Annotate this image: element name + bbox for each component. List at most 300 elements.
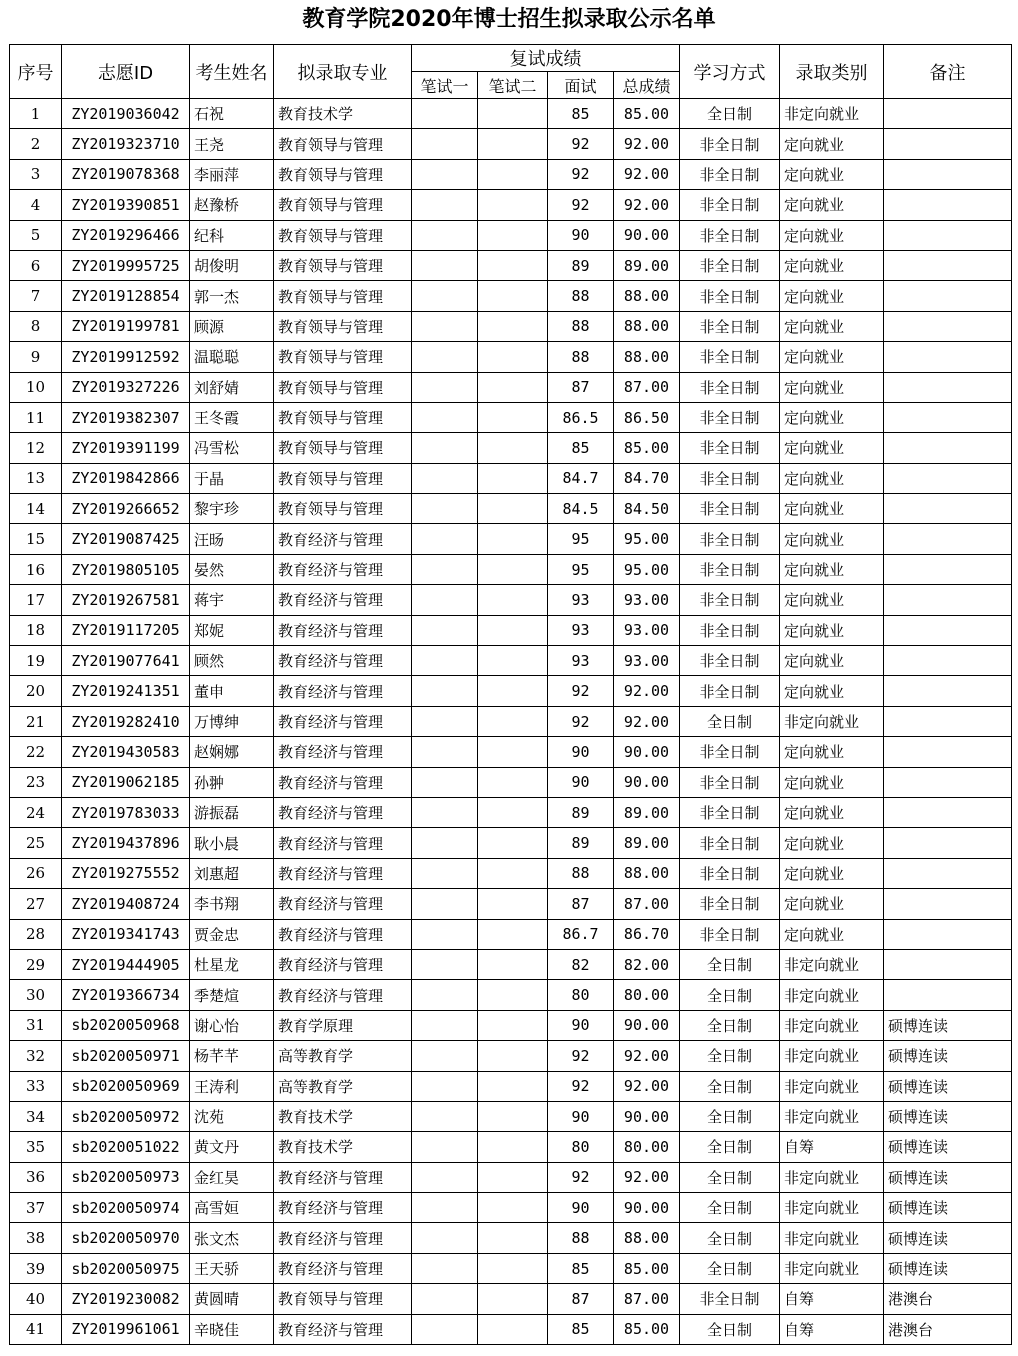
cell-seq: 24 (10, 797, 62, 827)
cell-name: 于晶 (190, 463, 274, 493)
cell-major: 教育领导与管理 (274, 129, 412, 159)
table-row (10, 1010, 1012, 1040)
cell-category: 非定向就业 (780, 1041, 884, 1071)
cell-seq: 34 (10, 1101, 62, 1131)
table-row (10, 1223, 1012, 1253)
table-row (10, 1162, 1012, 1192)
cell-written2 (478, 828, 548, 858)
cell-written2 (478, 524, 548, 554)
cell-id: ZY2019117205 (62, 615, 190, 645)
cell-name: 黄文丹 (190, 1132, 274, 1162)
cell-written1 (412, 737, 478, 767)
cell-mode: 全日制 (680, 1101, 780, 1131)
cell-category: 非定向就业 (780, 1101, 884, 1131)
cell-total: 87.00 (614, 372, 680, 402)
cell-category: 定向就业 (780, 858, 884, 888)
cell-seq: 32 (10, 1041, 62, 1071)
cell-note (884, 311, 1012, 341)
cell-note (884, 828, 1012, 858)
cell-category: 定向就业 (780, 524, 884, 554)
cell-major: 教育经济与管理 (274, 797, 412, 827)
cell-seq: 5 (10, 220, 62, 250)
cell-mode: 非全日制 (680, 1284, 780, 1314)
cell-name: 杜星龙 (190, 949, 274, 979)
cell-note: 硕博连读 (884, 1193, 1012, 1223)
cell-interview: 80 (548, 1132, 614, 1162)
cell-major: 教育领导与管理 (274, 463, 412, 493)
cell-written2 (478, 1193, 548, 1223)
table-row (10, 1071, 1012, 1101)
cell-id: ZY2019275552 (62, 858, 190, 888)
cell-note (884, 281, 1012, 311)
cell-id: ZY2019282410 (62, 706, 190, 736)
header-major: 拟录取专业 (274, 45, 412, 99)
cell-note (884, 372, 1012, 402)
cell-seq: 37 (10, 1193, 62, 1223)
cell-seq: 9 (10, 342, 62, 372)
cell-name: 金红昊 (190, 1162, 274, 1192)
cell-note (884, 585, 1012, 615)
table-row (10, 1284, 1012, 1314)
cell-written2 (478, 1253, 548, 1283)
cell-major: 教育领导与管理 (274, 159, 412, 189)
cell-id: ZY2019430583 (62, 737, 190, 767)
admission-table (9, 44, 1012, 1345)
cell-interview: 90 (548, 220, 614, 250)
table-row (10, 463, 1012, 493)
cell-category: 定向就业 (780, 342, 884, 372)
cell-written2 (478, 980, 548, 1010)
table-row (10, 585, 1012, 615)
cell-seq: 8 (10, 311, 62, 341)
cell-written1 (412, 676, 478, 706)
cell-written1 (412, 1132, 478, 1162)
cell-interview: 84.7 (548, 463, 614, 493)
cell-note (884, 767, 1012, 797)
cell-written1 (412, 1193, 478, 1223)
table-row (10, 190, 1012, 220)
cell-major: 教育学原理 (274, 1010, 412, 1040)
cell-note: 硕博连读 (884, 1132, 1012, 1162)
table-row (10, 1253, 1012, 1283)
cell-interview: 90 (548, 737, 614, 767)
cell-id: ZY2019323710 (62, 129, 190, 159)
cell-seq: 14 (10, 494, 62, 524)
cell-mode: 全日制 (680, 980, 780, 1010)
cell-seq: 3 (10, 159, 62, 189)
cell-id: ZY2019036042 (62, 99, 190, 129)
cell-interview: 88 (548, 858, 614, 888)
table-row (10, 646, 1012, 676)
cell-written1 (412, 250, 478, 280)
cell-name: 赵豫桥 (190, 190, 274, 220)
cell-note (884, 706, 1012, 736)
cell-name: 万博绅 (190, 706, 274, 736)
cell-interview: 85 (548, 99, 614, 129)
cell-written1 (412, 524, 478, 554)
cell-major: 教育经济与管理 (274, 1314, 412, 1344)
cell-id: sb2020050970 (62, 1223, 190, 1253)
cell-id: ZY2019391199 (62, 433, 190, 463)
header-written2: 笔试二 (478, 72, 548, 99)
table-row (10, 889, 1012, 919)
cell-written2 (478, 676, 548, 706)
cell-mode: 非全日制 (680, 311, 780, 341)
cell-category: 非定向就业 (780, 1071, 884, 1101)
cell-written2 (478, 342, 548, 372)
cell-mode: 全日制 (680, 99, 780, 129)
cell-note: 硕博连读 (884, 1101, 1012, 1131)
table-row (10, 1132, 1012, 1162)
table-row (10, 159, 1012, 189)
cell-total: 93.00 (614, 646, 680, 676)
cell-seq: 23 (10, 767, 62, 797)
table-row (10, 524, 1012, 554)
cell-written1 (412, 342, 478, 372)
cell-category: 定向就业 (780, 129, 884, 159)
cell-written1 (412, 980, 478, 1010)
cell-written2 (478, 1314, 548, 1344)
cell-major: 教育经济与管理 (274, 1223, 412, 1253)
cell-written1 (412, 1223, 478, 1253)
cell-total: 86.70 (614, 919, 680, 949)
cell-mode: 非全日制 (680, 433, 780, 463)
cell-id: ZY2019266652 (62, 494, 190, 524)
cell-mode: 非全日制 (680, 463, 780, 493)
cell-id: ZY2019382307 (62, 402, 190, 432)
cell-mode: 非全日制 (680, 919, 780, 949)
cell-id: ZY2019842866 (62, 463, 190, 493)
cell-written2 (478, 615, 548, 645)
cell-major: 教育领导与管理 (274, 342, 412, 372)
cell-id: ZY2019327226 (62, 372, 190, 402)
cell-major: 教育经济与管理 (274, 585, 412, 615)
cell-interview: 88 (548, 281, 614, 311)
cell-mode: 非全日制 (680, 554, 780, 584)
cell-written2 (478, 463, 548, 493)
cell-seq: 26 (10, 858, 62, 888)
cell-interview: 92 (548, 676, 614, 706)
cell-note: 硕博连读 (884, 1041, 1012, 1071)
cell-note (884, 250, 1012, 280)
cell-total: 92.00 (614, 159, 680, 189)
cell-written1 (412, 99, 478, 129)
cell-name: 杨芊芊 (190, 1041, 274, 1071)
cell-written1 (412, 311, 478, 341)
cell-seq: 18 (10, 615, 62, 645)
table-row (10, 1041, 1012, 1071)
cell-total: 87.00 (614, 889, 680, 919)
cell-mode: 全日制 (680, 706, 780, 736)
cell-written2 (478, 99, 548, 129)
cell-major: 教育领导与管理 (274, 190, 412, 220)
cell-total: 85.00 (614, 433, 680, 463)
table-row (10, 554, 1012, 584)
cell-major: 教育经济与管理 (274, 615, 412, 645)
table-row (10, 1101, 1012, 1131)
table-row (10, 676, 1012, 706)
cell-seq: 39 (10, 1253, 62, 1283)
cell-major: 教育领导与管理 (274, 281, 412, 311)
cell-mode: 非全日制 (680, 402, 780, 432)
cell-written1 (412, 433, 478, 463)
cell-major: 高等教育学 (274, 1071, 412, 1101)
cell-seq: 11 (10, 402, 62, 432)
header-name: 考生姓名 (190, 45, 274, 99)
cell-category: 定向就业 (780, 190, 884, 220)
cell-id: ZY2019805105 (62, 554, 190, 584)
cell-name: 李书翔 (190, 889, 274, 919)
cell-written1 (412, 372, 478, 402)
cell-total: 90.00 (614, 1193, 680, 1223)
cell-seq: 19 (10, 646, 62, 676)
cell-mode: 非全日制 (680, 767, 780, 797)
cell-category: 定向就业 (780, 889, 884, 919)
cell-category: 定向就业 (780, 220, 884, 250)
cell-seq: 31 (10, 1010, 62, 1040)
cell-name: 李丽萍 (190, 159, 274, 189)
cell-id: ZY2019783033 (62, 797, 190, 827)
cell-id: ZY2019087425 (62, 524, 190, 554)
cell-written2 (478, 402, 548, 432)
table-row (10, 1314, 1012, 1344)
cell-written1 (412, 858, 478, 888)
cell-interview: 85 (548, 1253, 614, 1283)
cell-id: ZY2019995725 (62, 250, 190, 280)
cell-mode: 全日制 (680, 1253, 780, 1283)
cell-total: 88.00 (614, 342, 680, 372)
cell-written1 (412, 919, 478, 949)
cell-interview: 87 (548, 372, 614, 402)
cell-note (884, 676, 1012, 706)
cell-mode: 非全日制 (680, 129, 780, 159)
cell-name: 顾然 (190, 646, 274, 676)
cell-major: 教育领导与管理 (274, 372, 412, 402)
cell-note (884, 615, 1012, 645)
cell-note: 硕博连读 (884, 1253, 1012, 1283)
header-retest: 复试成绩 (412, 45, 680, 72)
cell-mode: 非全日制 (680, 190, 780, 220)
cell-total: 89.00 (614, 828, 680, 858)
cell-interview: 80 (548, 980, 614, 1010)
cell-mode: 全日制 (680, 1041, 780, 1071)
cell-interview: 90 (548, 767, 614, 797)
cell-major: 教育技术学 (274, 1101, 412, 1131)
cell-category: 自筹 (780, 1314, 884, 1344)
cell-total: 80.00 (614, 1132, 680, 1162)
cell-mode: 非全日制 (680, 676, 780, 706)
header-id: 志愿ID (62, 45, 190, 99)
table-row (10, 919, 1012, 949)
cell-major: 教育经济与管理 (274, 646, 412, 676)
cell-mode: 全日制 (680, 1162, 780, 1192)
cell-mode: 非全日制 (680, 220, 780, 250)
cell-note (884, 949, 1012, 979)
cell-written2 (478, 797, 548, 827)
cell-id: sb2020050971 (62, 1041, 190, 1071)
cell-id: ZY2019408724 (62, 889, 190, 919)
cell-note (884, 129, 1012, 159)
cell-id: ZY2019078368 (62, 159, 190, 189)
table-row (10, 828, 1012, 858)
cell-written1 (412, 220, 478, 250)
cell-major: 教育经济与管理 (274, 1253, 412, 1283)
cell-total: 88.00 (614, 281, 680, 311)
cell-interview: 92 (548, 706, 614, 736)
cell-category: 定向就业 (780, 311, 884, 341)
cell-mode: 非全日制 (680, 858, 780, 888)
table-row (10, 706, 1012, 736)
table-row (10, 129, 1012, 159)
cell-category: 定向就业 (780, 797, 884, 827)
cell-category: 定向就业 (780, 159, 884, 189)
cell-category: 非定向就业 (780, 706, 884, 736)
cell-name: 石祝 (190, 99, 274, 129)
cell-name: 汪旸 (190, 524, 274, 554)
cell-seq: 20 (10, 676, 62, 706)
cell-major: 教育技术学 (274, 1132, 412, 1162)
cell-name: 谢心怡 (190, 1010, 274, 1040)
cell-total: 90.00 (614, 1101, 680, 1131)
cell-written2 (478, 889, 548, 919)
cell-note (884, 190, 1012, 220)
cell-total: 95.00 (614, 524, 680, 554)
cell-note (884, 858, 1012, 888)
cell-name: 沈苑 (190, 1101, 274, 1131)
cell-name: 王天骄 (190, 1253, 274, 1283)
cell-written2 (478, 1132, 548, 1162)
cell-major: 教育经济与管理 (274, 980, 412, 1010)
cell-total: 85.00 (614, 1253, 680, 1283)
cell-written2 (478, 129, 548, 159)
cell-written2 (478, 1071, 548, 1101)
cell-category: 非定向就业 (780, 1223, 884, 1253)
cell-total: 92.00 (614, 706, 680, 736)
cell-seq: 7 (10, 281, 62, 311)
cell-id: ZY2019390851 (62, 190, 190, 220)
cell-seq: 40 (10, 1284, 62, 1314)
cell-id: ZY2019366734 (62, 980, 190, 1010)
cell-major: 教育经济与管理 (274, 767, 412, 797)
cell-note (884, 159, 1012, 189)
cell-total: 93.00 (614, 615, 680, 645)
cell-total: 92.00 (614, 1041, 680, 1071)
cell-seq: 29 (10, 949, 62, 979)
cell-major: 教育经济与管理 (274, 949, 412, 979)
cell-written1 (412, 1010, 478, 1040)
cell-seq: 38 (10, 1223, 62, 1253)
cell-interview: 90 (548, 1193, 614, 1223)
cell-written1 (412, 1253, 478, 1283)
cell-id: sb2020051022 (62, 1132, 190, 1162)
cell-written1 (412, 615, 478, 645)
cell-total: 89.00 (614, 250, 680, 280)
cell-written1 (412, 1284, 478, 1314)
cell-id: ZY2019128854 (62, 281, 190, 311)
cell-seq: 27 (10, 889, 62, 919)
cell-name: 郑妮 (190, 615, 274, 645)
cell-written1 (412, 949, 478, 979)
cell-interview: 92 (548, 1071, 614, 1101)
cell-interview: 95 (548, 554, 614, 584)
cell-name: 王冬霞 (190, 402, 274, 432)
cell-major: 教育领导与管理 (274, 311, 412, 341)
cell-note (884, 463, 1012, 493)
cell-name: 纪科 (190, 220, 274, 250)
cell-name: 蒋宇 (190, 585, 274, 615)
cell-major: 教育领导与管理 (274, 1284, 412, 1314)
cell-total: 84.70 (614, 463, 680, 493)
cell-id: ZY2019241351 (62, 676, 190, 706)
cell-note: 硕博连读 (884, 1071, 1012, 1101)
cell-major: 教育经济与管理 (274, 889, 412, 919)
cell-note: 硕博连读 (884, 1162, 1012, 1192)
header-seq: 序号 (10, 45, 62, 99)
cell-written2 (478, 159, 548, 189)
cell-total: 87.00 (614, 1284, 680, 1314)
cell-interview: 93 (548, 585, 614, 615)
cell-name: 黄圆晴 (190, 1284, 274, 1314)
cell-mode: 非全日制 (680, 159, 780, 189)
cell-seq: 10 (10, 372, 62, 402)
header-mode: 学习方式 (680, 45, 780, 99)
cell-written2 (478, 433, 548, 463)
cell-total: 92.00 (614, 190, 680, 220)
cell-note (884, 797, 1012, 827)
cell-id: sb2020050973 (62, 1162, 190, 1192)
cell-written1 (412, 494, 478, 524)
cell-total: 84.50 (614, 494, 680, 524)
cell-written1 (412, 402, 478, 432)
cell-name: 黎宇珍 (190, 494, 274, 524)
cell-seq: 28 (10, 919, 62, 949)
cell-note (884, 433, 1012, 463)
header-interview: 面试 (548, 72, 614, 99)
cell-id: ZY2019267581 (62, 585, 190, 615)
cell-name: 董申 (190, 676, 274, 706)
cell-written1 (412, 797, 478, 827)
cell-written2 (478, 1162, 548, 1192)
cell-seq: 25 (10, 828, 62, 858)
cell-id: ZY2019437896 (62, 828, 190, 858)
cell-interview: 89 (548, 797, 614, 827)
cell-name: 郭一杰 (190, 281, 274, 311)
cell-id: ZY2019062185 (62, 767, 190, 797)
cell-written1 (412, 1162, 478, 1192)
cell-interview: 87 (548, 1284, 614, 1314)
cell-interview: 84.5 (548, 494, 614, 524)
cell-id: sb2020050972 (62, 1101, 190, 1131)
cell-written1 (412, 1101, 478, 1131)
table-row (10, 220, 1012, 250)
cell-total: 92.00 (614, 676, 680, 706)
cell-total: 95.00 (614, 554, 680, 584)
cell-category: 自筹 (780, 1132, 884, 1162)
cell-major: 教育领导与管理 (274, 250, 412, 280)
cell-mode: 非全日制 (680, 494, 780, 524)
cell-written2 (478, 1101, 548, 1131)
cell-seq: 12 (10, 433, 62, 463)
cell-seq: 1 (10, 99, 62, 129)
cell-written2 (478, 250, 548, 280)
cell-interview: 88 (548, 1223, 614, 1253)
cell-written2 (478, 372, 548, 402)
cell-mode: 非全日制 (680, 828, 780, 858)
cell-category: 定向就业 (780, 676, 884, 706)
cell-name: 耿小晨 (190, 828, 274, 858)
cell-seq: 17 (10, 585, 62, 615)
table-row (10, 615, 1012, 645)
